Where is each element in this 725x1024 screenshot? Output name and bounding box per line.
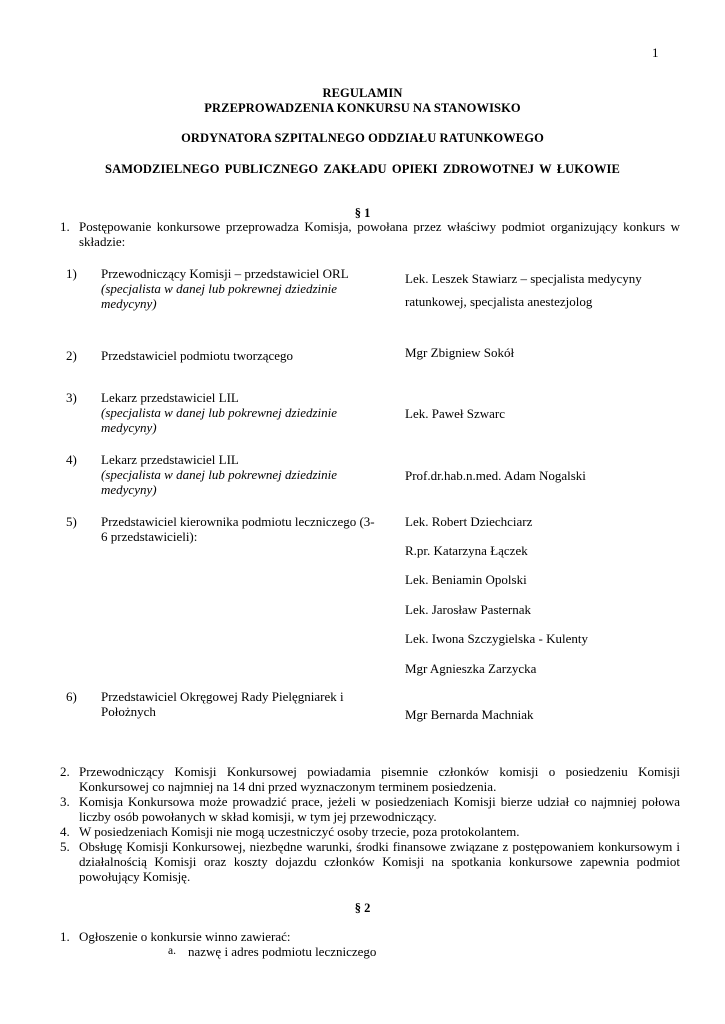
paragraph-1-5	[60, 839, 680, 884]
committee-row-5-member-5: Lek. Iwona Szczygielska - Kulenty	[405, 631, 589, 646]
committee-row-1-member-line-2: ratunkowej, specjalista anestezjolog	[405, 294, 593, 309]
paragraph-number: 4.	[60, 824, 70, 839]
paragraph-2-1	[60, 929, 680, 944]
section-2-heading: § 2	[354, 901, 371, 915]
paragraph-number: 2.	[60, 764, 70, 779]
committee-row-1-number: 1)	[66, 266, 77, 281]
paragraph-1-2	[60, 764, 680, 794]
list-item-a	[168, 944, 376, 959]
committee-row-4-role	[101, 452, 386, 497]
paragraph-text: Ogłoszenie o konkursie winno zawierać:	[79, 929, 291, 944]
committee-row-2-member: Mgr Zbigniew Sokół	[405, 345, 515, 360]
list-item-letter: a.	[168, 945, 176, 957]
role-title: Lekarz przedstawiciel LIL	[101, 390, 239, 405]
committee-row-5-member-3: Lek. Beniamin Opolski	[405, 572, 527, 587]
section-1-heading: § 1	[354, 206, 371, 220]
paragraph-text: Postępowanie konkursowe przeprowadza Komisja, powołana przez właściwy podmiot organizujący konkurs w składzie:	[79, 219, 680, 249]
committee-row-6-member: Mgr Bernarda Machniak	[405, 707, 534, 722]
committee-row-5-member-6: Mgr Agnieszka Zarzycka	[405, 661, 537, 676]
committee-row-5-member-1: Lek. Robert Dziechciarz	[405, 514, 533, 529]
paragraph-text: Obsługę Komisji Konkursowej, niezbędne warunki, środki finansowe związane z postępowaniem konkursowym i działalnością Komisji oraz koszty dojazdu członków Komisji na spotkania konkursowe zapewnia podmiot powołujący Komisję.	[79, 839, 680, 884]
committee-row-3-member: Lek. Paweł Szwarc	[405, 406, 505, 421]
paragraph-text: Przewodniczący Komisji Konkursowej powiadamia pisemnie członków komisji o posiedzeniu Komisji Konkursowej co najmniej na 14 dni przed wyznaczonym terminem posiedzenia.	[79, 764, 680, 794]
paragraph-number: 1.	[60, 219, 70, 234]
committee-row-1-member-line-1: Lek. Leszek Stawiarz – specjalista medycyny	[405, 271, 642, 286]
role-note: (specjalista w danej lub pokrewnej dziedzinie medycyny)	[101, 281, 338, 311]
paragraph-1-3	[60, 794, 680, 824]
committee-row-3-number: 3)	[66, 390, 77, 405]
paragraph-text: Komisja Konkursowa może prowadzić prace, jeżeli w posiedzeniach Komisji bierze udział co najmniej połowa liczby osób powołanych w skład komisji, w tym jej przewodniczący.	[79, 794, 680, 824]
document-title-line-2: PRZEPROWADZENIA KONKURSU NA STANOWISKO	[204, 101, 521, 115]
role-note: (specjalista w danej lub pokrewnej dziedzinie medycyny)	[101, 467, 338, 497]
page-number: 1	[652, 45, 659, 60]
role-title: Lekarz przedstawiciel LIL	[101, 452, 239, 467]
committee-row-2-number: 2)	[66, 348, 77, 363]
document-title-line-1: REGULAMIN	[322, 86, 403, 100]
paragraph-text: W posiedzeniach Komisji nie mogą uczestniczyć osoby trzecie, poza protokolantem.	[79, 824, 520, 839]
committee-row-2-role: Przedstawiciel podmiotu tworzącego	[101, 348, 294, 363]
committee-row-6-number: 6)	[66, 689, 77, 704]
committee-row-5-role: Przedstawiciel kierownika podmiotu leczniczego (3-6 przedstawicieli):	[101, 514, 375, 544]
role-title: Przewodniczący Komisji – przedstawiciel ORL	[101, 266, 349, 281]
committee-row-5-member-2: R.pr. Katarzyna Łączek	[405, 543, 528, 558]
committee-row-6-role: Przedstawiciel Okręgowej Rady Pielęgniarek i Położnych	[101, 689, 344, 719]
role-note: (specjalista w danej lub pokrewnej dziedzinie medycyny)	[101, 405, 338, 435]
document-title-line-4: SAMODZIELNEGO PUBLICZNEGO ZAKŁADU OPIEKI ZDROWOTNEJ W ŁUKOWIE	[105, 162, 620, 176]
paragraph-number: 1.	[60, 929, 70, 944]
paragraph-1-1	[60, 219, 680, 249]
paragraph-number: 3.	[60, 794, 70, 809]
committee-row-4-member: Prof.dr.hab.n.med. Adam Nogalski	[405, 468, 586, 483]
committee-row-1-role	[101, 266, 386, 311]
committee-row-5-number: 5)	[66, 514, 77, 529]
committee-row-3-role	[101, 390, 386, 435]
committee-row-4-number: 4)	[66, 452, 77, 467]
committee-row-5-member-4: Lek. Jarosław Pasternak	[405, 602, 531, 617]
paragraph-number: 5.	[60, 839, 70, 854]
paragraph-1-4	[60, 824, 680, 839]
document-title-line-3: ORDYNATORA SZPITALNEGO ODDZIAŁU RATUNKOWEGO	[181, 131, 544, 145]
list-item-text: nazwę i adres podmiotu leczniczego	[188, 944, 377, 959]
